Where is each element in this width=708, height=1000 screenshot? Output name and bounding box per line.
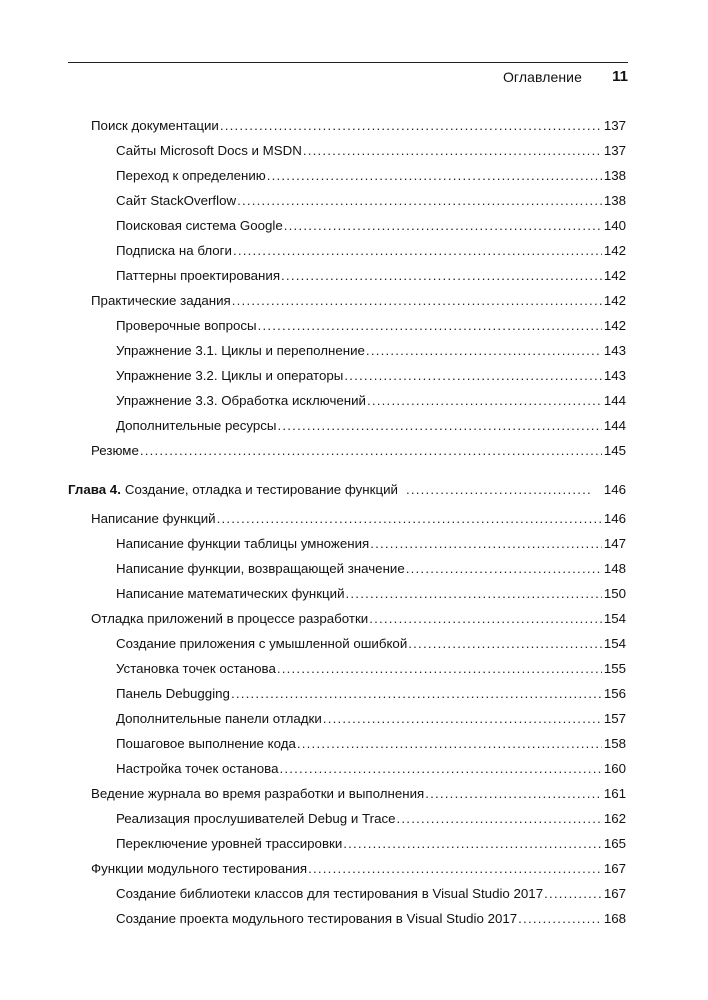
running-header-title: Оглавление: [502, 69, 582, 85]
dot-leader: [277, 660, 602, 678]
toc-entry-title: Сайт StackOverflow: [116, 193, 237, 208]
dot-leader: [279, 760, 601, 778]
toc-entry-page: 162: [603, 811, 626, 826]
toc-entry-title: Переход к определению: [116, 168, 266, 183]
dot-leader: [425, 785, 602, 803]
toc-entry-title: Создание, отладка и тестирование функций: [124, 482, 398, 497]
dot-leader: [297, 735, 602, 753]
toc-subsection[interactable]: [116, 710, 626, 728]
toc-subsection[interactable]: [116, 810, 626, 828]
toc-section[interactable]: [91, 117, 626, 135]
dot-leader: [140, 442, 602, 460]
toc-entry-title: Практические задания: [91, 293, 231, 308]
toc-entry-page: 137: [603, 143, 626, 158]
toc-entry-page: 145: [603, 443, 626, 458]
toc-subsection[interactable]: [116, 535, 626, 553]
toc-entry-title: Сайты Microsoft Docs и MSDN: [116, 143, 302, 158]
toc-entry-title: Реализация прослушивателей Debug и Trace: [116, 811, 396, 826]
toc-entry-page: 155: [603, 661, 626, 676]
dot-leader: [237, 192, 602, 210]
toc-entry-title: Отладка приложений в процессе разработки: [91, 611, 369, 626]
toc-entry-page: 168: [603, 911, 626, 926]
toc-entry-title: Написание математических функций: [116, 586, 345, 601]
toc-entry-page: 142: [603, 293, 626, 308]
toc-subsection[interactable]: [116, 392, 626, 410]
toc-chapter-number: Глава 4.: [68, 482, 121, 497]
dot-leader: [217, 510, 602, 528]
toc-entry-title: Панель Debugging: [116, 686, 230, 701]
toc-section[interactable]: [91, 292, 626, 310]
toc-entry-page: 142: [603, 243, 626, 258]
toc-subsection[interactable]: [116, 142, 626, 160]
toc-entry-title: Упражнение 3.3. Обработка исключений: [116, 393, 366, 408]
toc-subsection[interactable]: [116, 367, 626, 385]
toc-subsection[interactable]: [116, 885, 626, 903]
toc-entry-page: 138: [603, 168, 626, 183]
toc-entry-page: 140: [603, 218, 626, 233]
toc-entry-title: Создание приложения с умышленной ошибкой: [116, 636, 408, 651]
dot-leader: [346, 585, 602, 603]
dot-leader: [233, 242, 602, 260]
dot-leader: [369, 610, 602, 628]
toc-entry-title: Создание библиотеки классов для тестирования в Visual Studio 2017: [116, 886, 544, 901]
toc-entry-title: Проверочные вопросы: [116, 318, 257, 333]
toc-entry-page: 154: [603, 636, 626, 651]
toc-entry-title: Создание проекта модульного тестирования в Visual Studio 2017: [116, 911, 518, 926]
toc-subsection[interactable]: [116, 192, 626, 210]
toc-entry-page: 144: [603, 393, 626, 408]
toc-entry-title: Настройка точек останова: [116, 761, 279, 776]
toc-subsection[interactable]: [116, 342, 626, 360]
toc-entry-page: 147: [603, 536, 626, 551]
dot-leader: [406, 481, 592, 499]
dot-leader: [278, 417, 602, 435]
toc-entry-title: Поиск документации: [91, 118, 219, 133]
toc-entry-page: 161: [603, 786, 626, 801]
toc-subsection[interactable]: [116, 217, 626, 235]
dot-leader: [308, 860, 602, 878]
toc-entry-page: 142: [603, 318, 626, 333]
dot-leader: [232, 292, 602, 310]
toc-entry-title: Написание функции, возвращающей значение: [116, 561, 405, 576]
toc-entry-title: Дополнительные панели отладки: [116, 711, 322, 726]
toc-subsection[interactable]: [116, 417, 626, 435]
dot-leader: [366, 342, 602, 360]
toc-entry-page: 165: [603, 836, 626, 851]
dot-leader: [258, 317, 602, 335]
toc-entry-page: 167: [603, 886, 626, 901]
dot-leader: [518, 910, 602, 928]
toc-entry-page: 160: [603, 761, 626, 776]
dot-leader: [343, 835, 602, 853]
toc-subsection[interactable]: [116, 685, 626, 703]
toc-entry-title: Паттерны проектирования: [116, 268, 281, 283]
toc-subsection[interactable]: [116, 167, 626, 185]
dot-leader: [220, 117, 602, 135]
toc-entry-page: 143: [603, 368, 626, 383]
dot-leader: [370, 535, 602, 553]
dot-leader: [397, 810, 602, 828]
toc-section[interactable]: [91, 510, 626, 528]
dot-leader: [281, 267, 602, 285]
toc-entry-title: Поисковая система Google: [116, 218, 283, 233]
dot-leader: [284, 217, 602, 235]
dot-leader: [323, 710, 602, 728]
toc-subsection[interactable]: [116, 835, 626, 853]
toc-entry-title: Написание функций: [91, 511, 216, 526]
toc-entry-page: 144: [603, 418, 626, 433]
toc-entry-page: 157: [603, 711, 626, 726]
dot-leader: [408, 635, 602, 653]
toc-subsection[interactable]: [116, 267, 626, 285]
toc-entry-title: Ведение журнала во время разработки и выполнения: [91, 786, 425, 801]
toc-entry-title: Резюме: [91, 443, 139, 458]
dot-leader: [267, 167, 602, 185]
toc-subsection[interactable]: [116, 242, 626, 260]
toc-entry-title: Упражнение 3.2. Циклы и операторы: [116, 368, 344, 383]
dot-leader: [303, 142, 602, 160]
toc-entry-title: Упражнение 3.1. Циклы и переполнение: [116, 343, 365, 358]
toc-entry-title: Написание функции таблицы умножения: [116, 536, 370, 551]
toc-subsection[interactable]: [116, 585, 626, 603]
dot-leader: [544, 885, 602, 903]
toc-entry-page: 158: [603, 736, 626, 751]
toc-entry-page: 167: [603, 861, 626, 876]
toc-entry-page: 154: [603, 611, 626, 626]
toc-entry-title: Пошаговое выполнение кода: [116, 736, 296, 751]
toc-subsection[interactable]: [116, 735, 626, 753]
toc-subsection[interactable]: [116, 317, 626, 335]
dot-leader: [367, 392, 602, 410]
toc-entry-page: 142: [603, 268, 626, 283]
toc-section[interactable]: [91, 785, 626, 803]
toc-subsection[interactable]: [116, 910, 626, 928]
toc-section[interactable]: [91, 442, 626, 460]
dot-leader: [344, 367, 601, 385]
toc-entry-page: 143: [603, 343, 626, 358]
toc-entry-page: 138: [603, 193, 626, 208]
toc-entry-page: 146: [603, 482, 626, 497]
toc-entry-page: 146: [603, 511, 626, 526]
toc-entry-title: Дополнительные ресурсы: [116, 418, 277, 433]
toc-entry-title: Переключение уровней трассировки: [116, 836, 343, 851]
toc-entry-title: Подписка на блоги: [116, 243, 232, 258]
dot-leader: [231, 685, 602, 703]
toc-entry-title: Установка точек останова: [116, 661, 276, 676]
running-header-page-number: 11: [612, 68, 628, 85]
toc-subsection[interactable]: [116, 760, 626, 778]
running-header: [68, 62, 628, 89]
toc-entry-page: 156: [603, 686, 626, 701]
toc-section[interactable]: [91, 860, 626, 878]
toc-entry-title: Функции модульного тестирования: [91, 861, 308, 876]
toc-subsection[interactable]: [116, 560, 626, 578]
toc-chapter[interactable]: [68, 481, 626, 499]
toc-entry-page: 148: [603, 561, 626, 576]
toc-entry-page: 137: [603, 118, 626, 133]
toc-entry-page: 150: [603, 586, 626, 601]
dot-leader: [406, 560, 602, 578]
toc-section[interactable]: [91, 610, 626, 628]
toc-subsection[interactable]: [116, 635, 626, 653]
toc-subsection[interactable]: [116, 660, 626, 678]
